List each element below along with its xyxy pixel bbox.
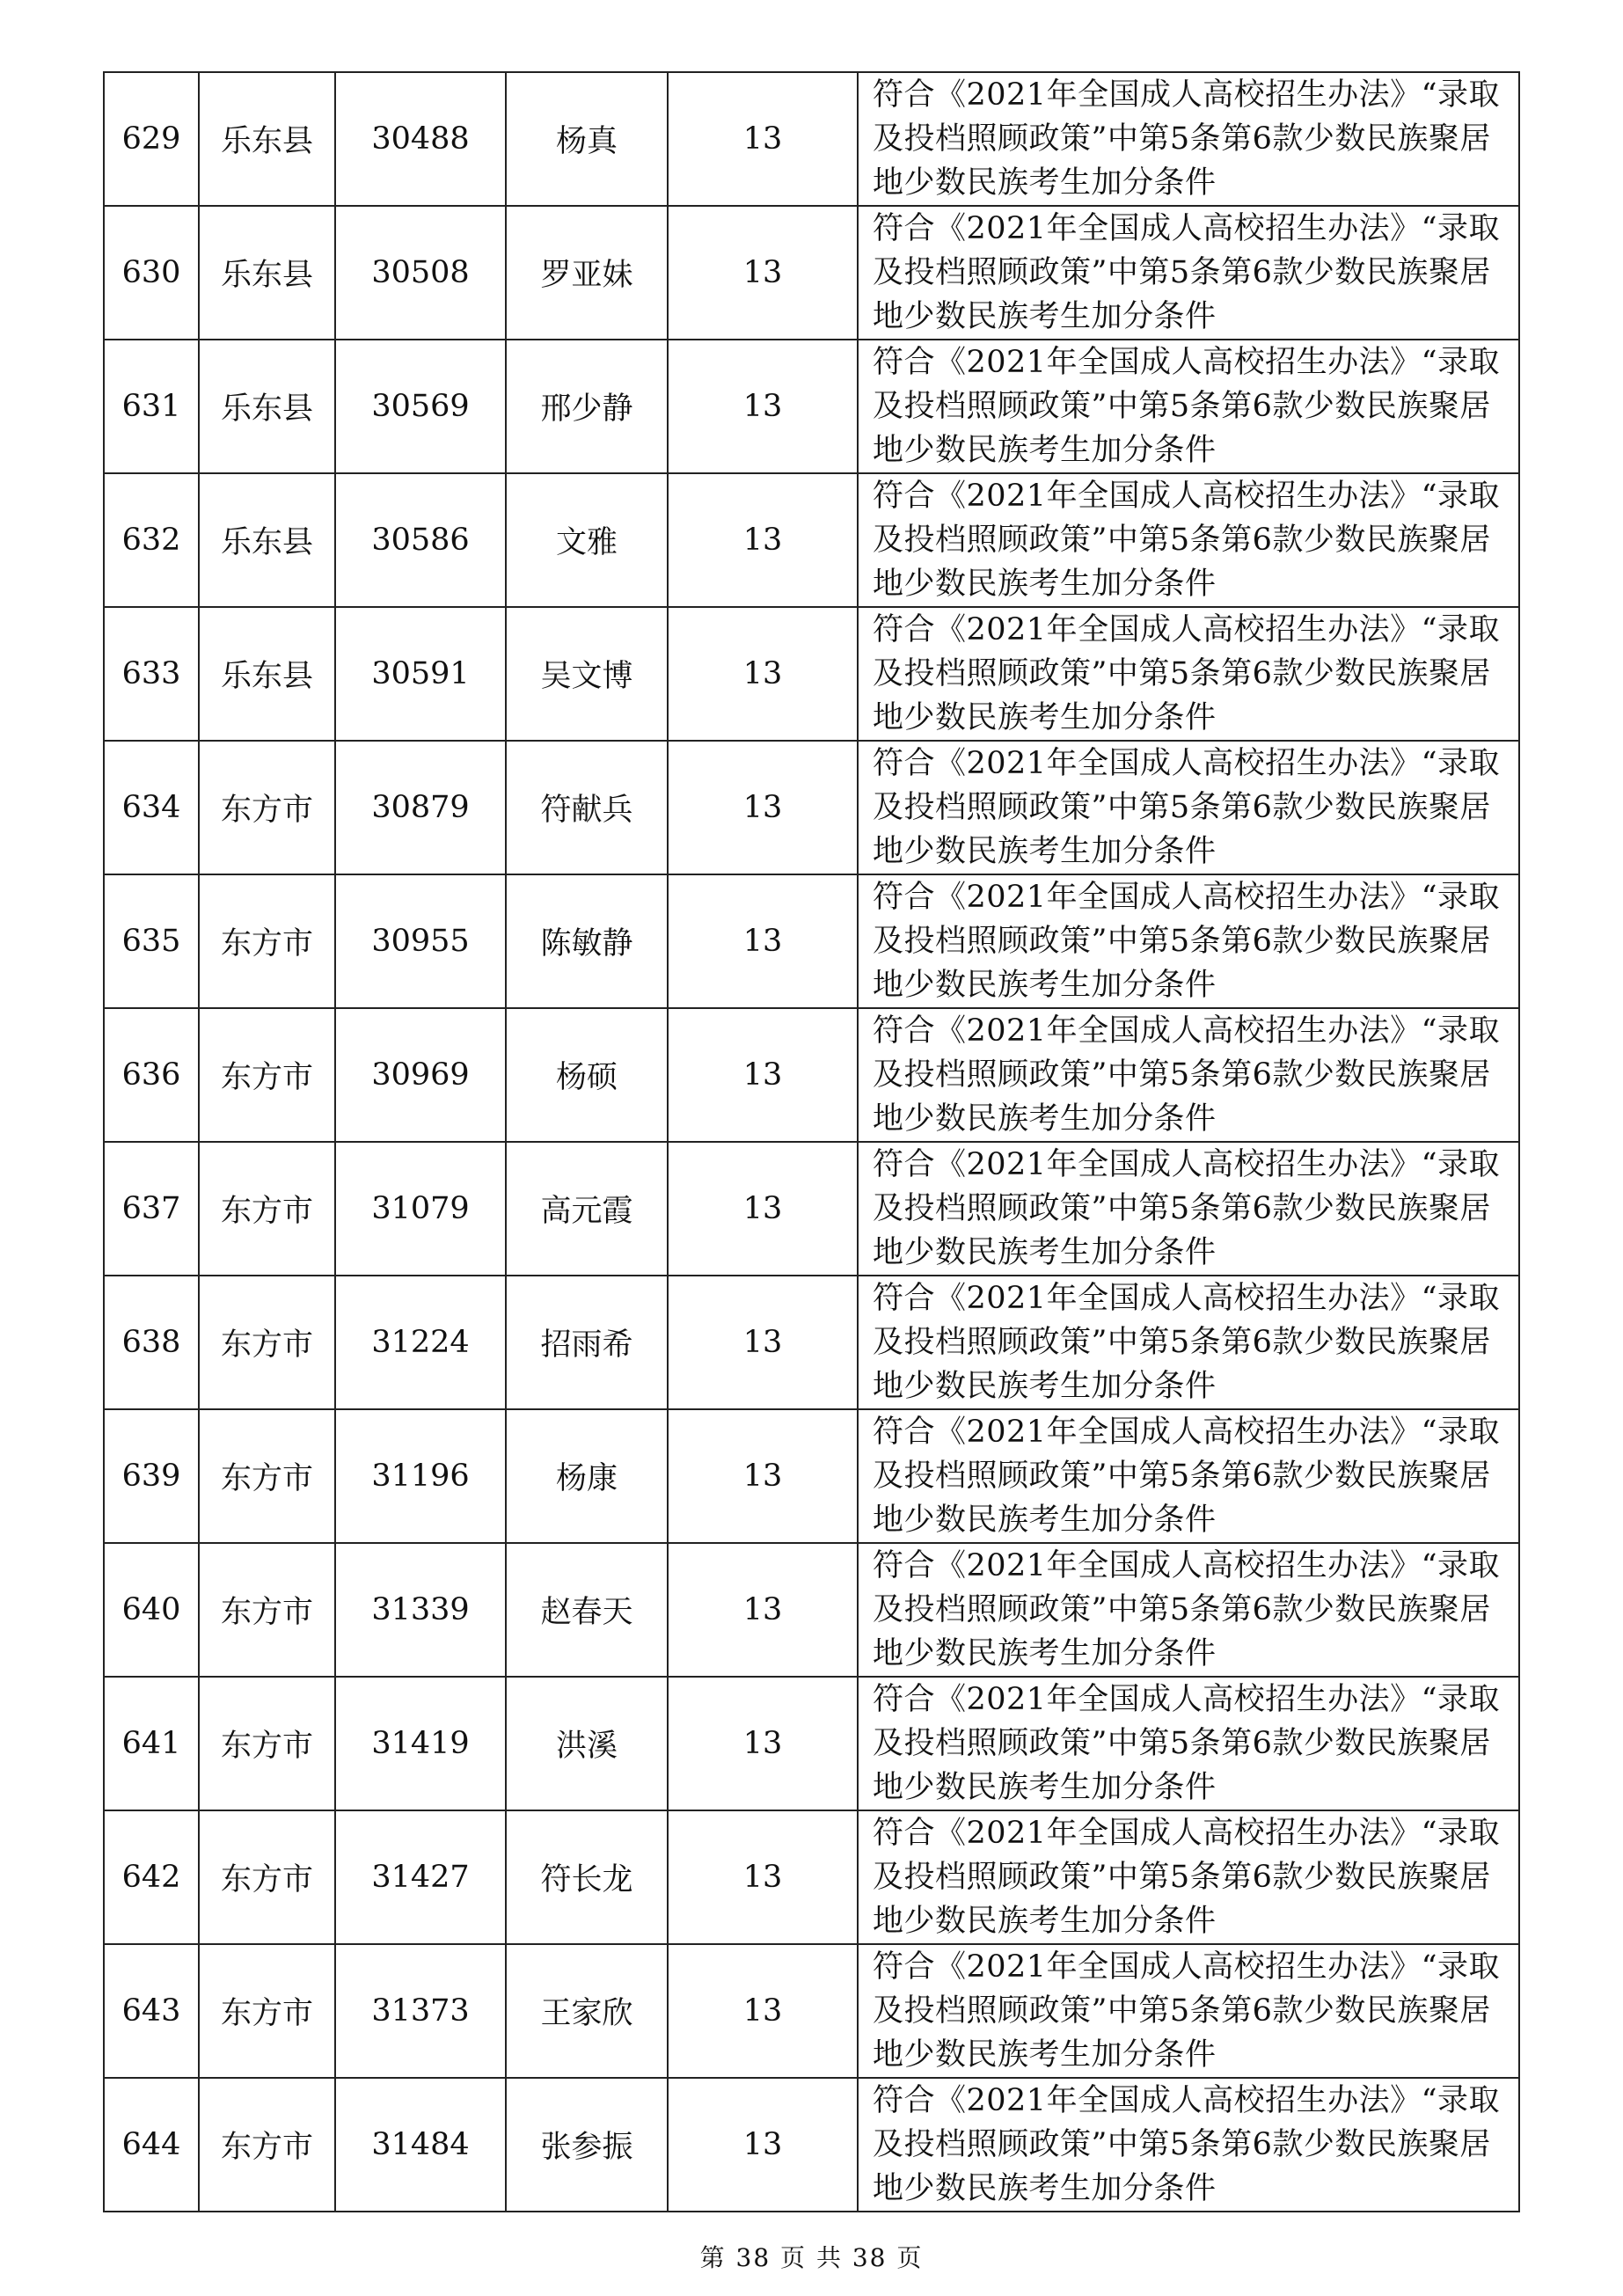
note-cell: 符合《2021年全国成人高校招生办法》“录取及投档照顾政策”中第5条第6款少数民族聚居地少数民族考生加分条件 — [858, 473, 1519, 607]
name-cell: 招雨希 — [506, 1276, 668, 1409]
table-row — [104, 2078, 1519, 2212]
name-cell: 高元霞 — [506, 1142, 668, 1276]
seq-cell: 637 — [104, 1142, 199, 1276]
name-cell: 吴文博 — [506, 607, 668, 741]
note-cell: 符合《2021年全国成人高校招生办法》“录取及投档照顾政策”中第5条第6款少数民族聚居地少数民族考生加分条件 — [858, 340, 1519, 473]
table-row — [104, 340, 1519, 473]
note-cell: 符合《2021年全国成人高校招生办法》“录取及投档照顾政策”中第5条第6款少数民族聚居地少数民族考生加分条件 — [858, 1008, 1519, 1142]
note-cell: 符合《2021年全国成人高校招生办法》“录取及投档照顾政策”中第5条第6款少数民族聚居地少数民族考生加分条件 — [858, 206, 1519, 340]
points-cell: 13 — [668, 1677, 858, 1810]
region-cell: 东方市 — [199, 1543, 335, 1677]
seq-cell: 630 — [104, 206, 199, 340]
region-cell: 乐东县 — [199, 607, 335, 741]
points-cell: 13 — [668, 874, 858, 1008]
seq-cell: 638 — [104, 1276, 199, 1409]
region-cell: 东方市 — [199, 874, 335, 1008]
seq-cell: 634 — [104, 741, 199, 874]
candidate-id-cell: 30569 — [335, 340, 506, 473]
points-cell: 13 — [668, 206, 858, 340]
note-cell: 符合《2021年全国成人高校招生办法》“录取及投档照顾政策”中第5条第6款少数民族聚居地少数民族考生加分条件 — [858, 1543, 1519, 1677]
seq-cell: 636 — [104, 1008, 199, 1142]
bonus-points-table — [103, 71, 1520, 2212]
table-body — [104, 72, 1519, 2212]
seq-cell: 641 — [104, 1677, 199, 1810]
region-cell: 乐东县 — [199, 72, 335, 206]
name-cell: 邢少静 — [506, 340, 668, 473]
candidate-id-cell: 31427 — [335, 1810, 506, 1944]
points-cell: 13 — [668, 1142, 858, 1276]
table-row — [104, 607, 1519, 741]
candidate-id-cell: 30508 — [335, 206, 506, 340]
candidate-id-cell: 30955 — [335, 874, 506, 1008]
candidate-id-cell: 31079 — [335, 1142, 506, 1276]
seq-cell: 635 — [104, 874, 199, 1008]
name-cell: 符献兵 — [506, 741, 668, 874]
candidate-id-cell: 30591 — [335, 607, 506, 741]
region-cell: 东方市 — [199, 1008, 335, 1142]
candidate-id-cell: 30879 — [335, 741, 506, 874]
note-cell: 符合《2021年全国成人高校招生办法》“录取及投档照顾政策”中第5条第6款少数民族聚居地少数民族考生加分条件 — [858, 874, 1519, 1008]
name-cell: 洪溪 — [506, 1677, 668, 1810]
candidate-id-cell: 30586 — [335, 473, 506, 607]
region-cell: 东方市 — [199, 1944, 335, 2078]
candidate-id-cell: 31484 — [335, 2078, 506, 2212]
table-row — [104, 473, 1519, 607]
note-cell: 符合《2021年全国成人高校招生办法》“录取及投档照顾政策”中第5条第6款少数民族聚居地少数民族考生加分条件 — [858, 1276, 1519, 1409]
note-cell: 符合《2021年全国成人高校招生办法》“录取及投档照顾政策”中第5条第6款少数民族聚居地少数民族考生加分条件 — [858, 607, 1519, 741]
seq-cell: 633 — [104, 607, 199, 741]
table-row — [104, 72, 1519, 206]
region-cell: 东方市 — [199, 2078, 335, 2212]
points-cell: 13 — [668, 741, 858, 874]
points-cell: 13 — [668, 340, 858, 473]
note-cell: 符合《2021年全国成人高校招生办法》“录取及投档照顾政策”中第5条第6款少数民族聚居地少数民族考生加分条件 — [858, 72, 1519, 206]
table-row — [104, 1008, 1519, 1142]
name-cell: 张参振 — [506, 2078, 668, 2212]
points-cell: 13 — [668, 1543, 858, 1677]
region-cell: 东方市 — [199, 1142, 335, 1276]
points-cell: 13 — [668, 1008, 858, 1142]
name-cell: 王家欣 — [506, 1944, 668, 2078]
candidate-id-cell: 30488 — [335, 72, 506, 206]
seq-cell: 632 — [104, 473, 199, 607]
points-cell: 13 — [668, 2078, 858, 2212]
seq-cell: 644 — [104, 2078, 199, 2212]
region-cell: 东方市 — [199, 1810, 335, 1944]
points-cell: 13 — [668, 1810, 858, 1944]
candidate-id-cell: 31196 — [335, 1409, 506, 1543]
candidate-id-cell: 30969 — [335, 1008, 506, 1142]
region-cell: 乐东县 — [199, 340, 335, 473]
region-cell: 乐东县 — [199, 206, 335, 340]
seq-cell: 642 — [104, 1810, 199, 1944]
table-row — [104, 1276, 1519, 1409]
note-cell: 符合《2021年全国成人高校招生办法》“录取及投档照顾政策”中第5条第6款少数民族聚居地少数民族考生加分条件 — [858, 1409, 1519, 1543]
name-cell: 赵春天 — [506, 1543, 668, 1677]
seq-cell: 639 — [104, 1409, 199, 1543]
points-cell: 13 — [668, 607, 858, 741]
points-cell: 13 — [668, 1944, 858, 2078]
table-row — [104, 1409, 1519, 1543]
name-cell: 罗亚妹 — [506, 206, 668, 340]
name-cell: 杨康 — [506, 1409, 668, 1543]
note-cell: 符合《2021年全国成人高校招生办法》“录取及投档照顾政策”中第5条第6款少数民族聚居地少数民族考生加分条件 — [858, 741, 1519, 874]
table-row — [104, 1142, 1519, 1276]
table-row — [104, 741, 1519, 874]
name-cell: 杨硕 — [506, 1008, 668, 1142]
note-cell: 符合《2021年全国成人高校招生办法》“录取及投档照顾政策”中第5条第6款少数民族聚居地少数民族考生加分条件 — [858, 1142, 1519, 1276]
name-cell: 陈敏静 — [506, 874, 668, 1008]
region-cell: 东方市 — [199, 1677, 335, 1810]
seq-cell: 640 — [104, 1543, 199, 1677]
page-number-footer: 第 38 页 共 38 页 — [699, 2243, 924, 2272]
table-row — [104, 1944, 1519, 2078]
name-cell: 符长龙 — [506, 1810, 668, 1944]
region-cell: 东方市 — [199, 1276, 335, 1409]
points-cell: 13 — [668, 1409, 858, 1543]
region-cell: 乐东县 — [199, 473, 335, 607]
points-cell: 13 — [668, 72, 858, 206]
table-row — [104, 1677, 1519, 1810]
note-cell: 符合《2021年全国成人高校招生办法》“录取及投档照顾政策”中第5条第6款少数民族聚居地少数民族考生加分条件 — [858, 1810, 1519, 1944]
region-cell: 东方市 — [199, 741, 335, 874]
table-row — [104, 206, 1519, 340]
table-row — [104, 874, 1519, 1008]
points-cell: 13 — [668, 1276, 858, 1409]
candidate-id-cell: 31419 — [335, 1677, 506, 1810]
points-cell: 13 — [668, 473, 858, 607]
note-cell: 符合《2021年全国成人高校招生办法》“录取及投档照顾政策”中第5条第6款少数民族聚居地少数民族考生加分条件 — [858, 2078, 1519, 2212]
seq-cell: 629 — [104, 72, 199, 206]
note-cell: 符合《2021年全国成人高校招生办法》“录取及投档照顾政策”中第5条第6款少数民族聚居地少数民族考生加分条件 — [858, 1677, 1519, 1810]
region-cell: 东方市 — [199, 1409, 335, 1543]
seq-cell: 631 — [104, 340, 199, 473]
seq-cell: 643 — [104, 1944, 199, 2078]
table-row — [104, 1543, 1519, 1677]
candidate-id-cell: 31224 — [335, 1276, 506, 1409]
candidate-id-cell: 31373 — [335, 1944, 506, 2078]
name-cell: 文雅 — [506, 473, 668, 607]
note-cell: 符合《2021年全国成人高校招生办法》“录取及投档照顾政策”中第5条第6款少数民族聚居地少数民族考生加分条件 — [858, 1944, 1519, 2078]
candidate-id-cell: 31339 — [335, 1543, 506, 1677]
table-row — [104, 1810, 1519, 1944]
name-cell: 杨真 — [506, 72, 668, 206]
